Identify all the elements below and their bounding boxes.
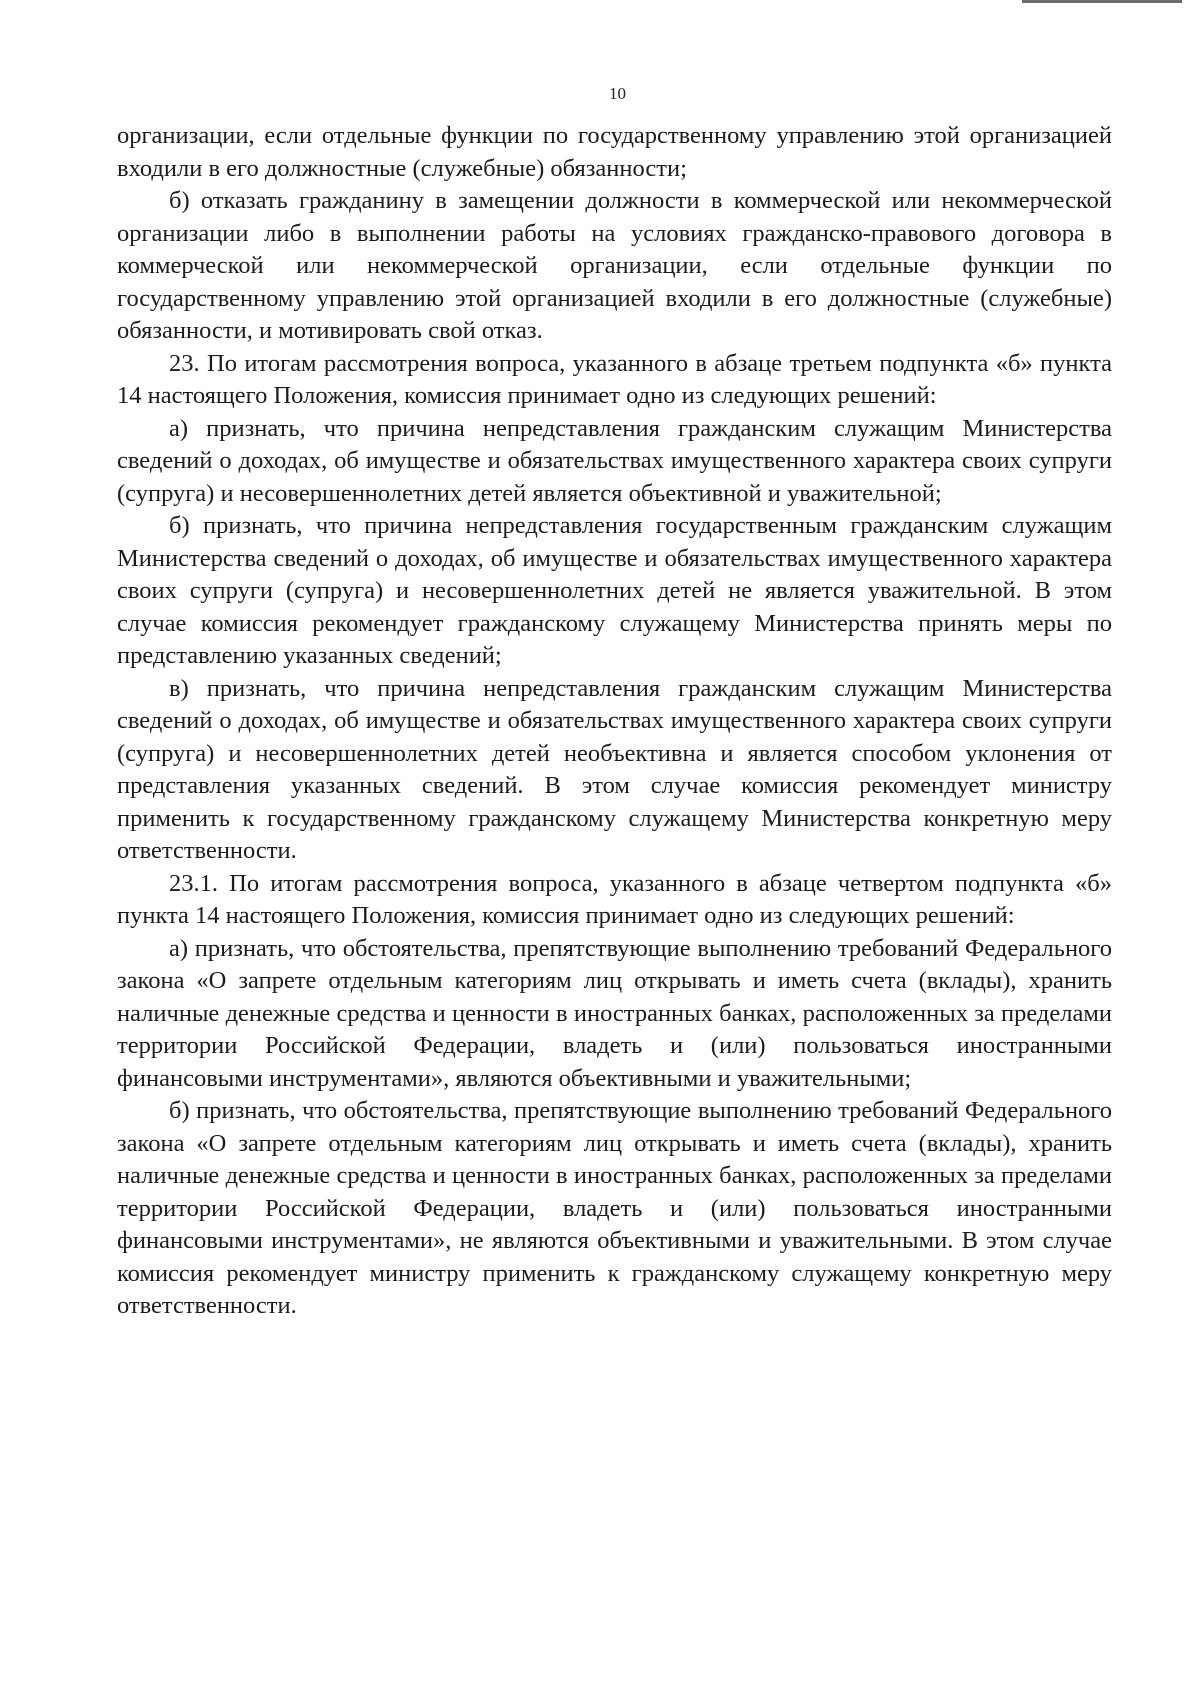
document-body bbox=[117, 120, 1112, 1323]
paragraph-23v: в) признать, что причина непредставления гражданским служащим Министерства сведений о доходах, об имуществе и обязательствах имущественного характера своих супруги (супруга) и несовершеннолетних детей необъективна и является способом уклонения от представления указанных сведений. В этом случае комиссия рекомендует министру применить к государственному гражданскому служащему Министерства конкретную меру ответственности. bbox=[117, 674, 1112, 864]
page-number: 10 bbox=[609, 84, 626, 103]
paragraph-23-1: 23.1. По итогам рассмотрения вопроса, указанного в абзаце четвертом подпункта «б» пункта 14 настоящего Положения, комиссия принимает одно из следующих решений: bbox=[117, 869, 1112, 929]
scan-edge-line bbox=[1022, 0, 1182, 3]
paragraph-22b: б) отказать гражданину в замещении должности в коммерческой или некоммерческой организации либо в выполнении работы на условиях гражданско-правового договора в коммерческой или некоммерческой организации, если отдельные функции по государственному управлению этой организацией входили в его должностные (служебные) обязанности, и мотивировать свой отказ. bbox=[117, 187, 1112, 344]
paragraph-23-1b: б) признать, что обстоятельства, препятствующие выполнению требований Федерального закона «О запрете отдельным категориям лиц открывать и иметь счета (вклады), хранить наличные денежные средства и ценности в иностранных банках, расположенных за пределами территории Российской Федерации, владеть и (или) пользоваться иностранными финансовыми инструментами», не являются объективными и уважительными. В этом случае комиссия рекомендует министру применить к гражданскому служащему конкретную меру ответственности. bbox=[117, 1097, 1112, 1319]
paragraph-continuation: организации, если отдельные функции по государственному управлению этой организацией входили в его должностные (служебные) обязанности; bbox=[117, 122, 1112, 182]
paragraph-23: 23. По итогам рассмотрения вопроса, указанного в абзаце третьем подпункта «б» пункта 14 настоящего Положения, комиссия принимает одно из следующих решений: bbox=[117, 349, 1112, 409]
paragraph-23-1a: а) признать, что обстоятельства, препятствующие выполнению требований Федерального закона «О запрете отдельным категориям лиц открывать и иметь счета (вклады), хранить наличные денежные средства и ценности в иностранных банках, расположенных за пределами территории Российской Федерации, владеть и (или) пользоваться иностранными финансовыми инструментами», являются объективными и уважительными; bbox=[117, 934, 1112, 1092]
paragraph-23a: а) признать, что причина непредставления гражданским служащим Министерства сведений о доходах, об имуществе и обязательствах имущественного характера своих супруги (супруга) и несовершеннолетних детей является объективной и уважительной; bbox=[117, 414, 1112, 507]
paragraph-23b: б) признать, что причина непредставления государственным гражданским служащим Министерства сведений о доходах, об имуществе и обязательствах имущественного характера своих супруги (супруга) и несовершеннолетних детей не является уважительной. В этом случае комиссия рекомендует гражданскому служащему Министерства принять меры по представлению указанных сведений; bbox=[117, 512, 1112, 669]
